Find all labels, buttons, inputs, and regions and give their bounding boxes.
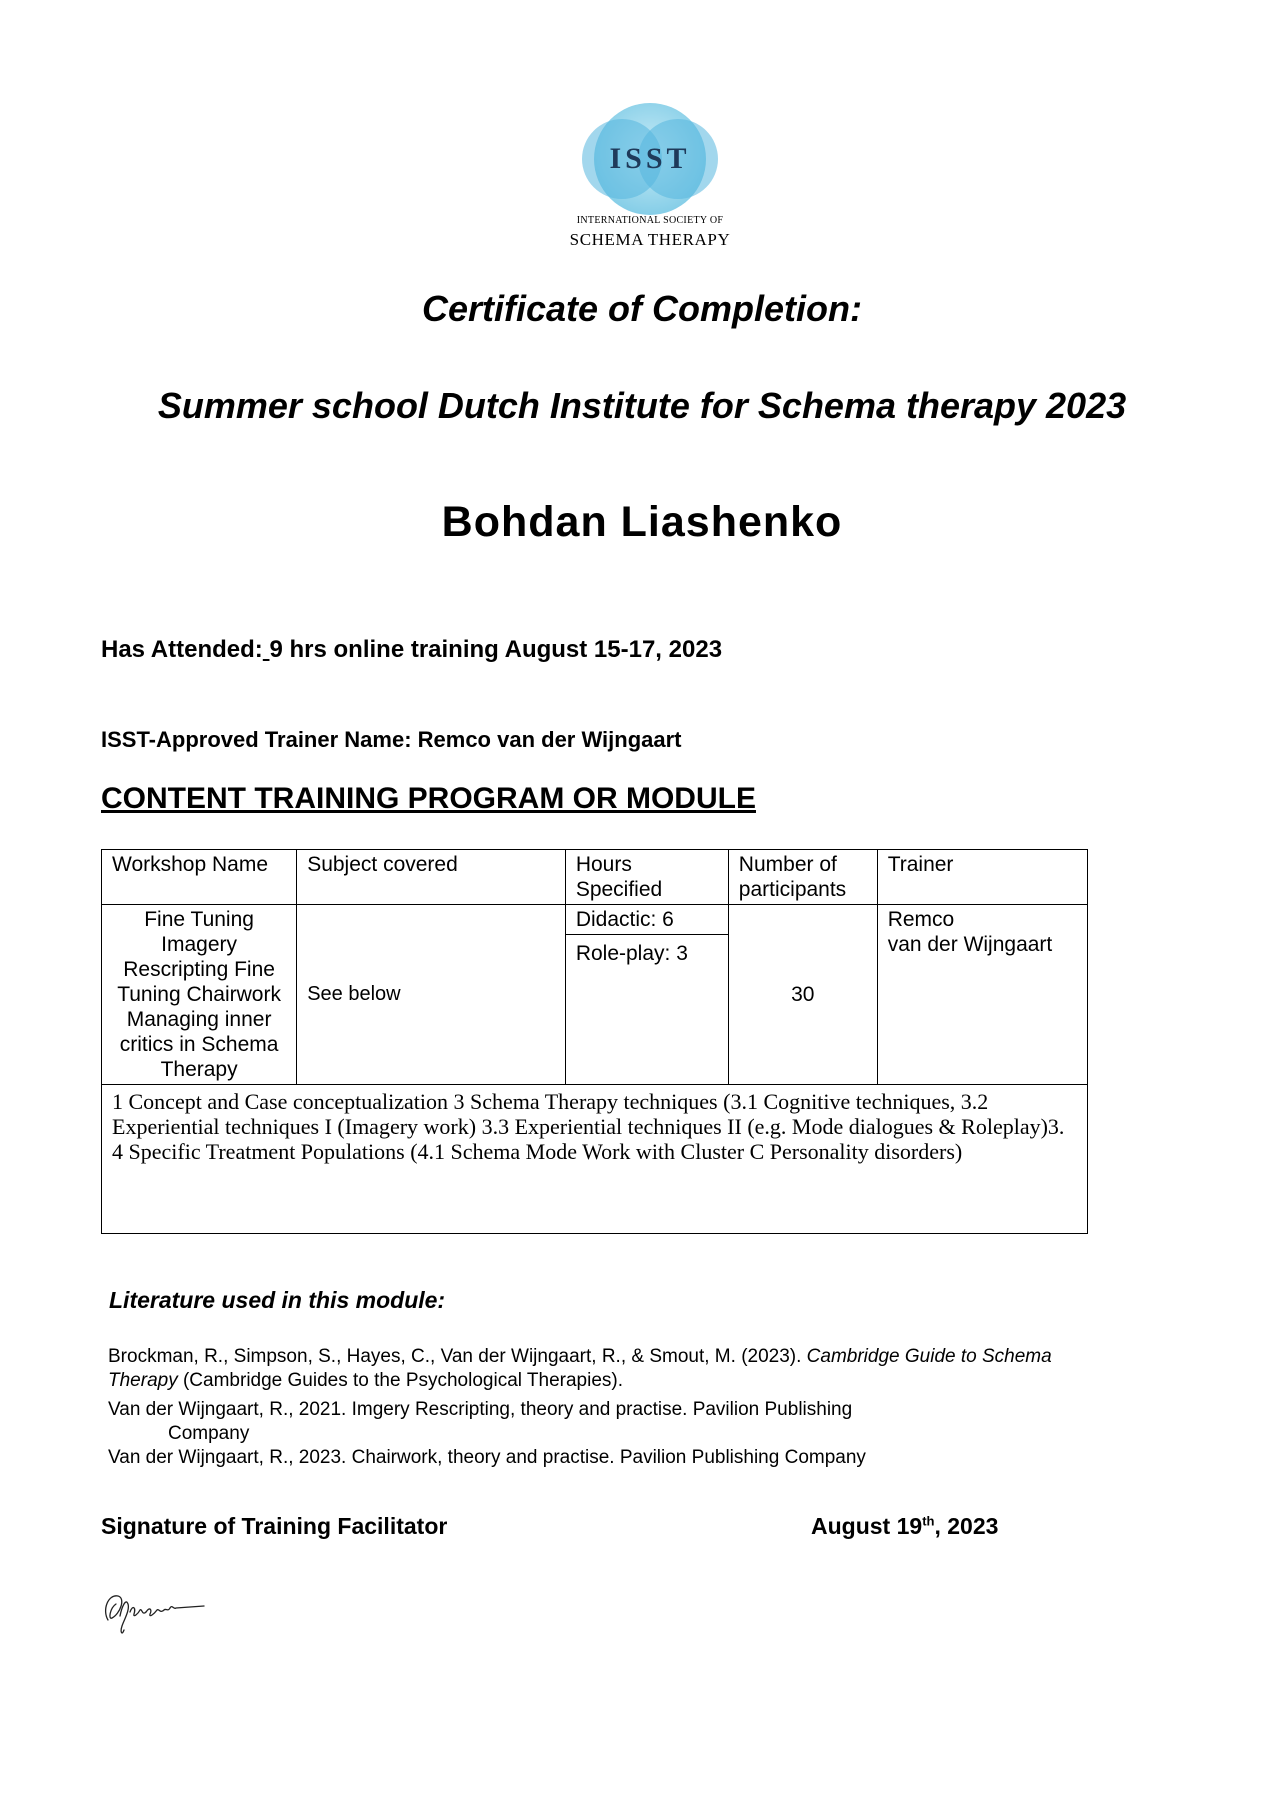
- ref2-continuation: Company: [168, 1423, 250, 1444]
- org-name-line1: INTERNATIONAL SOCIETY OF: [576, 215, 724, 226]
- trainer-cell: [877, 905, 1087, 1085]
- trainer-first-name: Remco: [887, 908, 955, 931]
- date-ordinal: th: [922, 1513, 935, 1529]
- org-name-line2: SCHEMA THERAPY: [569, 230, 731, 249]
- signature-date: [811, 1513, 998, 1540]
- recipient-name: Bohdan Liashenko: [441, 498, 843, 546]
- date-prefix: August 19: [811, 1513, 923, 1539]
- handwritten-signature: [100, 1580, 210, 1640]
- subject-covered-cell: See below: [297, 905, 566, 1085]
- header-number-of-participants: Number of participants: [728, 850, 877, 905]
- attended-line: [101, 636, 722, 664]
- table-row: [102, 905, 1088, 1085]
- trainer-last-name: van der Wijngaart: [887, 933, 1053, 956]
- ref1-series: (Cambridge Guides to the Psychological Therapies).: [177, 1370, 624, 1391]
- literature-reference-3: Van der Wijngaart, R., 2023. Chairwork, theory and practise. Pavilion Publishing Company: [108, 1447, 866, 1468]
- table-description-row: [102, 1085, 1088, 1234]
- header-trainer: Trainer: [877, 850, 1087, 905]
- attended-value: 9 hrs online training August 15-17, 2023: [269, 636, 723, 663]
- section-heading: CONTENT TRAINING PROGRAM OR MODULE: [101, 782, 756, 815]
- ref1-authors: Brockman, R., Simpson, S., Hayes, C., Van der Wijngaart, R., & Smout, M. (2023).: [108, 1346, 807, 1367]
- trainer-name-line: ISST-Approved Trainer Name: Remco van der Wijngaart: [101, 727, 682, 752]
- literature-reference-1: [108, 1345, 1068, 1393]
- hours-didactic: Didactic: 6: [566, 905, 728, 935]
- ref2-main: Van der Wijngaart, R., 2021. Imgery Rescripting, theory and practise. Pavilion Publishing: [108, 1399, 853, 1420]
- signature-label: Signature of Training Facilitator: [101, 1513, 448, 1539]
- hours-cell: [565, 905, 728, 1085]
- hours-roleplay: Role-play: 3: [575, 942, 688, 965]
- course-title: Summer school Dutch Institute for Schema therapy 2023: [157, 385, 1127, 426]
- literature-heading: Literature used in this module:: [109, 1287, 446, 1313]
- program-table: [101, 849, 1088, 1234]
- ref1-title: Cambridge Guide to Schema Therapy: [108, 1346, 1052, 1391]
- header-workshop-name: Workshop Name: [102, 850, 297, 905]
- date-suffix: , 2023: [934, 1513, 999, 1539]
- table-header-row: [102, 850, 1088, 905]
- module-description: 1 Concept and Case conceptualization 3 Schema Therapy techniques (3.1 Cognitive techniques, 3.2 Experiential techniques I (Imagery work) 3.3 Experiential techniques II (e.g. Mode dialogues & Roleplay)3. 4 Specific Treatment Populations (4.1 Schema Mode Work with Cluster C Personality disorders): [102, 1085, 1088, 1234]
- certificate-title: Certificate of Completion:: [421, 288, 862, 329]
- workshop-names-cell: Fine Tuning Imagery Rescripting Fine Tuning Chairwork Managing inner critics in Schema Therapy: [102, 905, 297, 1085]
- header-hours-specified: Hours Specified: [565, 850, 728, 905]
- participants-cell: 30: [728, 905, 877, 1085]
- header-subject-covered: Subject covered: [297, 850, 566, 905]
- logo-abbreviation: ISST: [609, 142, 691, 175]
- attended-label: Has Attended:: [101, 636, 263, 663]
- literature-reference-2: [108, 1398, 1068, 1446]
